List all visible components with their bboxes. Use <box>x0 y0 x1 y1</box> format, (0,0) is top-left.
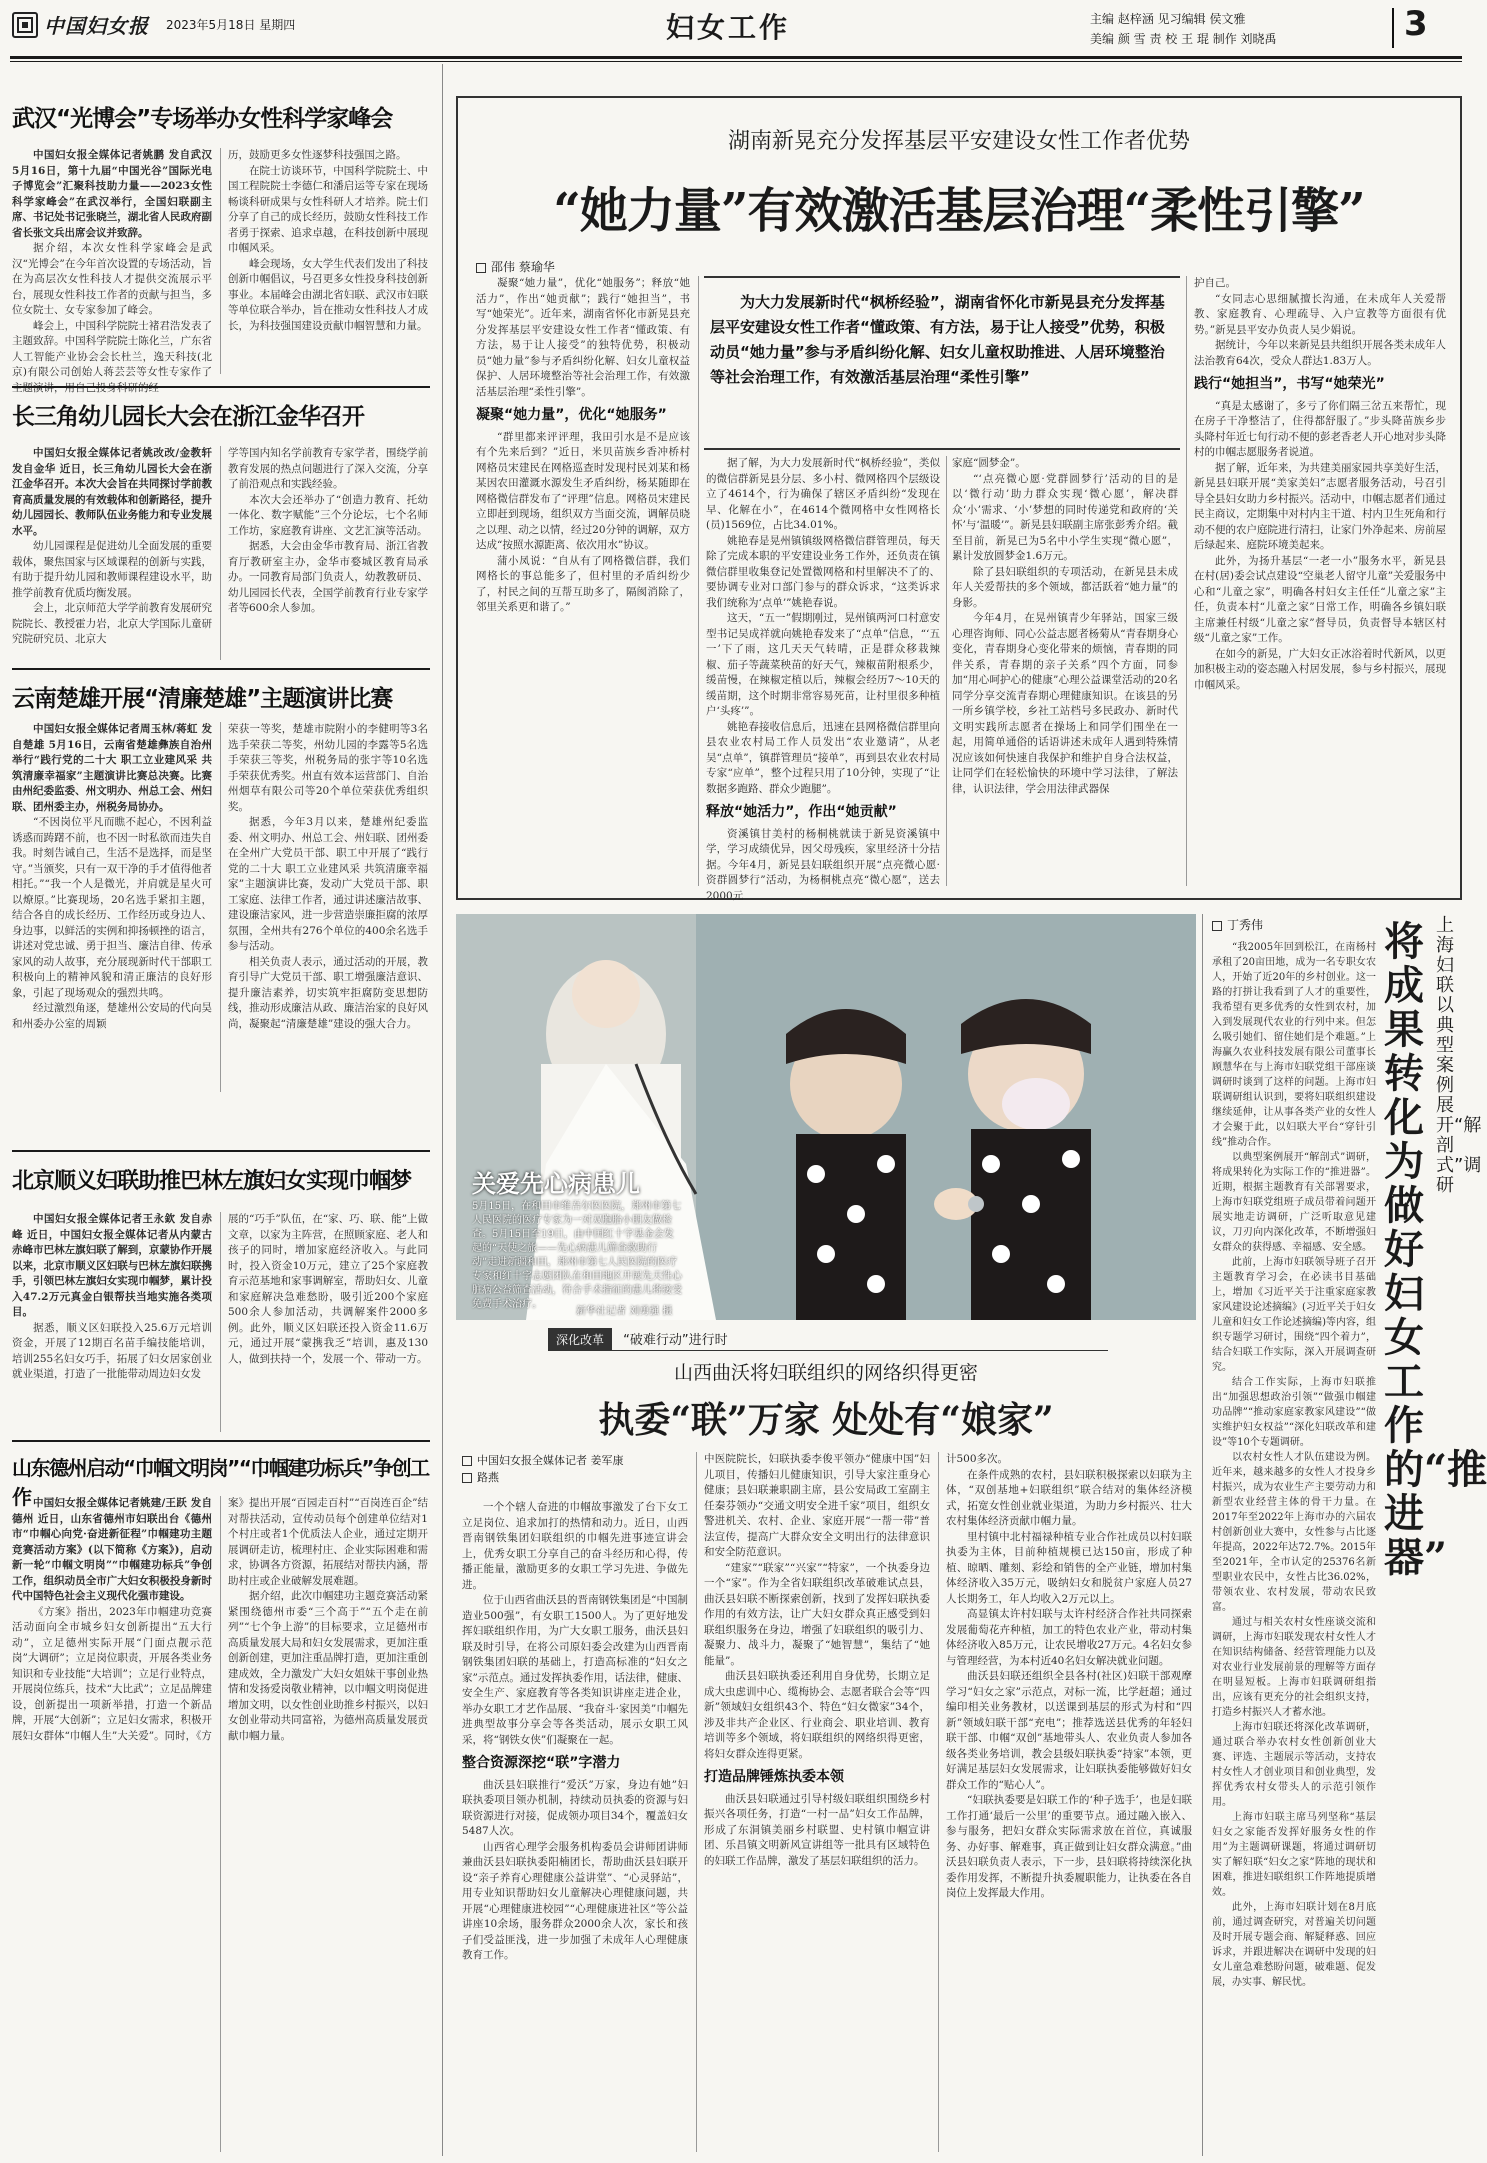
sx-p12: 高显镇太许村妇联与太许村经济合作社共同探索发展葡萄花卉种植，加工的特色农业产业，带动村集体经济收入85万元，让农民增收27万元。4名妇女参与管理经营，为本村近40名妇女解决就业问题。 <box>946 1608 1192 1667</box>
lead-p7: 姚艳春接收信息后，迅速在县网格微信群里向县农业农村局工作人员发出“农业邀请”，从老吴“点单”，镇群管理员“接单”，再到县农业农村局专家“应单”，整个过程只用了10分钟，实现了“让数据多跑路、群众少跑腿”。 <box>706 720 940 795</box>
article-4-p3: 展的“巧手”队伍，在“家、巧、联、能”上做文章，以家为主阵营，在照顾家庭、老人和孩子的同时，增加家庭经济收入。与此同时，投入资金10万元，建立了25个家庭教育示范基地和家事调解室，帮助妇女、儿童和家庭解决急难愁盼，吸引近200个家庭500余人参加活动，共调解案件2000多例。此外，顺义区妇联还投入资金11.6万元，通过开展“蒙携我乏”培训，惠及130人，做到扶持一个，发展一个、带动一方。 <box>228 1213 428 1365</box>
sx-p9: 计500多次。 <box>946 1453 1009 1465</box>
article-2-p1: 中国妇女报全媒体记者姚改改/金教轩 发自金华 近日，长三角幼儿园长大会在浙江金华召开。本次大会旨在共同探讨学前教育高质量发展的有效载体和创新路径，提升幼儿园园长、教师队伍业务能力和专业发展水平。 <box>12 447 212 537</box>
article-3-p6: 相关负责人表示，通过活动的开展，教育引导广大党员干部、职工增强廉洁意识、提升廉洁素养，切实筑牢拒腐防变思想防线，推动形成廉洁从政、廉洁治家的良好风尚，凝聚起“清廉楚雄”建设的强大合力。 <box>228 955 428 1030</box>
article-4-col-1 <box>12 1212 212 1434</box>
lead-p1: 凝聚“她力量”，优化“她服务”；释放“她活力”，作出“她贡献”；践行“她担当”，书写“她荣光”。近年来，湖南省怀化市新晃县充分发挥基层平安建设女性工作者“懂政策、有方法，易于让人接受”的独特优势，积极动员“她力量”参与矛盾纠纷化解、妇女儿童权益保护、人居环境整治等社会治理工作，有效激活基层治理“柔性引擎”。 <box>476 277 690 398</box>
lead-p19: 在如今的新晃，广大妇女正冰浴着时代新风，以更加积极主动的姿态融入村居发展，参与乡村振兴，展现巾帼风采。 <box>1194 647 1446 691</box>
sx-col-1 <box>462 1500 688 2156</box>
byline-square-icon <box>462 1473 472 1483</box>
article-3-col-1 <box>12 722 212 1094</box>
lead-p16: “真是太感谢了，多亏了你们隔三岔五来帮忙，现在房子干净整洁了，住得都舒服了。”步头降苗族乡步头降村年近七旬行动不便的彭老香老人开心地对步头降村的巾帼志愿服务者说道。 <box>1194 399 1446 458</box>
lead-p8: 资溪镇甘美村的杨桐桃就读于新晃资溪镇中学，学习成绩优异，因父母残疾，家里经济十分拮据。今年4月，新晃县妇联组织开展“点亮微心愿·资群圆梦行”活动，为杨桐桃点亮“微心愿”，送去2000元 <box>706 827 940 902</box>
sx-byline: 中国妇女报全媒体记者 姜军康 路燕 <box>462 1452 642 1486</box>
article-2-p3: 会上，北京师范大学学前教育发展研究院院长、教授霍力岩，北京大学国际儿童研究院研究员、北京大 <box>12 602 212 645</box>
article-5-p3: 案》提出开展“百园走百村”“百岗连百企”结对帮扶活动，宣传动员每个创建单位结对1个村庄或者1个优质法人企业，通过定期开展调研走访，梳理村庄、企业实际困难和需求，协调各方资源，拓展结对帮扶内涵，帮助村庄或企业破解发展难题。 <box>228 1497 428 1587</box>
sx-col-2 <box>704 1452 930 2156</box>
article-3-title: 云南楚雄开展“清廉楚雄”主题演讲比赛 <box>12 686 393 712</box>
article-2-col-1 <box>12 446 212 662</box>
lead-headline: “她力量”有效激活基层治理“柔性引擎” <box>553 183 1365 239</box>
sx-tag-text: “破难行动”进行时 <box>623 1333 728 1348</box>
article-1-p1: 中国妇女报全媒体记者姚鹏 发自武汉 5月16日，第十九届“中国光谷”国际光电子博览会”汇聚科技助力量——2023女性科学家峰会”在武汉举行，全国妇联副主席、书记处书记张晓兰，湖北省人民政府副省长张文兵出席会议并致辞。 <box>12 149 212 239</box>
sh-p7: 上海市妇联还将深化改革调研，通过联合举办农村女性创新创业大赛、评选、主题展示等活动，支持农村女性人才创业项目和创业典型，发挥优秀农村女带头人的示范引领作用。 <box>1212 1722 1376 1808</box>
byline-square-icon <box>462 1456 472 1466</box>
article-2-title: 长三角幼儿园长大会在浙江金华召开 <box>12 404 364 430</box>
article-5-p4: 据介绍，此次巾帼建功主题竞赛活动紧紧围绕德州市委“三个高于”“五个走在前列”“七个争上游”的目标要求，立足德州市高质量发展大局和妇女发展需求，更加注重创新创建，更加注重品牌打造，更加注重创建成效，全力激发广大妇女姐妹干事创业热情和发扬爱岗敬业精神，以巾帼文明岗促进增加文明，以女性创业助推乡村振兴，以妇女创业带动共同富裕，为德州高质量发展贡献巾帼力量。 <box>228 1590 428 1742</box>
article-3-p3: 经过激烈角逐，楚雄州公安局的代向昊和州委办公室的周颖 <box>12 1002 212 1030</box>
masthead <box>0 0 1472 58</box>
lead-p3: 蒲小凤说：“自从有了网格微信群，我们网格长的事总能多了，但村里的矛盾纠纷少了，村民之间的互帮互助多了，隔阂消除了，邻里关系更和谐了。” <box>476 554 690 613</box>
article-1-p5: 在院士访谈环节，中国科学院院士、中国工程院院士李德仁和潘启运等专家在现场畅谈科研成果与女性科研人才培养。院士们分享了自己的成长经历，鼓励女性科技工作者勇于探索、追求卓越，在科技创新中展现巾帼风采。 <box>228 164 428 254</box>
article-3-p5: 据悉，今年3月以来，楚雄州纪委监委、州文明办、州总工会、州妇联、团州委在全州广大党员干部、职工中开展了“践行党的二十大 职工立业建风采 共筑清廉幸福家”主题演讲比赛，发动广大党员干部、职工家庭、法律工作者，通过讲述廉洁故事、建设廉洁家风，进一步营造崇廉拒腐的浓厚氛围，全州共有276个单位的400余名选手参与活动。 <box>228 816 428 952</box>
article-5-p2: 《方案》指出，2023年巾帼建功竞赛活动面向全市城乡妇女创新提出“五大行动”，立足德州实际开展“门面点靓示范岗”大调研”；立足岗位职责，开展各类业务知识和专业技能“大培训”；立足行业特点，开展岗位练兵，技术“大比武”；立足品牌建设，创新提出一项新举措，打造一个新品牌，开展“大创新”；立足妇女需求，积极开展妇女群体“巾帼人生”大关爱”。同时，《方 <box>12 1605 212 1742</box>
lead-p14: “女同志心思细腻擅长沟通，在未成年人关爱帮教、家庭教育、心理疏导、入户宣教等方面很有优势。”新晃县平安办负责人吴少娟说。 <box>1194 292 1446 336</box>
lead-subhead-1: 凝聚“她力量”，优化“她服务” <box>476 407 667 423</box>
sh-byline: 丁秀伟 <box>1212 916 1263 933</box>
section-title: 妇女工作 <box>666 11 791 44</box>
lead-p2: “群里都来评评理，我田引水是不是应该有个先来后到？”近日，米贝苗族乡香冲桥村网格员宋建民在网格巡查时发现村民刘某和杨某因农田灌溉水源发生矛盾纠纷，杨某随即在网格微信群发布了“评理”信息。网格员宋建民立即赶到现场，组织双方当面交流，调解员晓之以理、动之以情，经过20分钟的调解，双方达成“按照水源距离、依次用水”协议。 <box>476 430 690 551</box>
lead-p4: 据了解，为大力发展新时代“枫桥经验”，类似的微信群新晃县分层、多小村、微网格四个层级设立了4614个，行为确保了辖区矛盾纠纷“发现在早、化解在小”，在4614个微网格中女性网格长(员)1569位，占比34.01%。 <box>706 457 940 531</box>
lead-p9: 家庭“圆梦金”。 <box>952 457 1026 469</box>
article-5-title: 山东德州启动“巾帼文明岗”“巾帼建功标兵”争创工作 <box>12 1456 429 1509</box>
sx-p4: 山西省心理学会服务机构委员会讲师团讲师兼曲沃县妇联执委阳楠团长，帮助曲沃县妇联开设“亲子养育心理健康公益讲堂”、“心灵驿站”，用专业知识帮助妇女儿童解决心理健康问题，共开展“心理健康进校园”“心理健康进社区”等公益讲座10余场，服务群众2000余人次，家长和孩子们受益匪浅，进一步加强了未成年人心理健康教育工作。 <box>462 1840 688 1961</box>
sx-p3: 曲沃县妇联推行“爱沃”万家，身边有她”妇联执委项目领办机制，持续动员执委的资源与妇联资源进行对接，促成领办项目34个，覆盖妇女5487人次。 <box>462 1778 688 1837</box>
sx-tag-row <box>548 1328 1108 1350</box>
article-1-p3: 峰会上，中国科学院院士褚君浩发表了主题致辞。中国科学院院士陈化兰，广东省人工智能产业协会会长杜兰，逸天科技(北京)有限公司创始人蒋芸芸等女性专家作了 <box>12 319 212 378</box>
sh-p1: “我2005年回到松江，在南杨村承租了20亩田地，成为一名专职女农人，开始了近20年的乡村创业。这一路的打拼让我看到了人才的重要性，我希望有更多优秀的女性到农村，加入到发展现代农业的行列中来。但怎么吸引她们、留住她们是个难题。”上海赢久农业科技发展有限公司董事长顾慧华在与上海市妇联党组干部座谈调研时谈到了这样的问题。上海市妇联调研组认识到，要将妇联组织建设继续延伸，让从事各类产业的女性人才会聚于此，以妇联大平台“穿针引线”推动合作。 <box>1212 942 1376 1148</box>
sx-p2: 位于山西省曲沃县的晋南钢铁集团是“中国制造业500强”，有女职工1500人。为了更好地发挥妇联组织作用，为广大女职工服务，曲沃县妇联及时引导，在将公司原妇委会改建为山西晋南钢铁集团妇联的基础上，打造高标准的“妇女之家”示范点。通过发挥执委作用，话法律，健康、安全生产、家庭教育等各类知识讲座走进企业，举办女职工才艺作品展、“我奋斗·家因美”巾帼先进典型故事分享会等各类活动，展示女职工风采，将“钢铁女侠”们凝聚在一起。 <box>462 1594 688 1746</box>
lead-kicker: 湖南新晃充分发挥基层平安建设女性工作者优势 <box>727 129 1190 154</box>
sx-p5: 中医院院长，妇联执委李俊平领办“健康中国”妇儿项目，传播妇儿健康知识，引导大家注重身心健康；县妇联兼职副主席，县公安局政工室副主任秦芬领办“交通文明安全进千家”项目，组织女警进机关、农村、企业、家庭开展“一帮一带”普法宣传，提高广大群众安全文明出行的法律意识和安全防范意识。 <box>704 1453 930 1558</box>
article-3-p1: 中国妇女报全媒体记者周玉林/蒋虹 发自楚雄 5月16日，云南省楚雄彝族自治州举行“践行党的二十大 职工立业建风采 共筑清廉幸福家”主题演讲比赛总决赛。比赛由州纪委监委、州文明办、州总工会、州妇联、团州委主办，州税务局协办。 <box>12 723 212 813</box>
issue-date: 2023年5月18日 星期四 <box>166 18 296 32</box>
lead-col-3 <box>952 456 1178 888</box>
sh-headline: 将成果转化为做好妇女工作的“推进器” <box>1384 918 1487 1581</box>
article-1-col-1 <box>12 148 212 376</box>
staff-line-1: 主编 赵梓涵 见习编辑 侯文雅 <box>1090 12 1246 26</box>
lead-subhead-2: 释放“她活力”，作出“她贡献” <box>706 804 897 820</box>
sx-p6: “建家”“联家”“兴家”“特家”，一个执委身边一个“家”。作为全省妇联组织改革破难试点县，曲沃县妇联不断探索创新，找到了发挥妇联执委作用的有效方法，让广大妇女群众真正感受到妇联组织服务在身边，增强了妇联组织的吸引力、凝聚力、战斗力，凝聚了“她智慧”，集结了“她能量”。 <box>704 1561 930 1667</box>
sx-p11: 里村镇中北村福禄种植专业合作社成员以村妇联执委为主体，目前种植规模已达150亩，形成了种植、晾晒、雕刻、彩绘和销售的全产业链，增加村集体经济收入35万元，吸纳妇女和脱贫户家庭人员27人长期务工，年人均收入2万元以上。 <box>946 1530 1192 1605</box>
photo-credit: 新华社记者 刘勇强 摄 <box>576 1306 673 1317</box>
lead-p10: “‘点亮微心愿·党群圆梦行’活动的目的是以‘微行动’助力群众实现‘微心愿’，解决群众‘小’需求、‘小’梦想的同时传递党和政府的‘关怀’与‘温暖’”。新晃县妇联副主席张彭秀介绍。截至目前，新晃已为5名中小学生实现“微心愿”，累计发放圆梦金1.6万元。 <box>952 472 1178 562</box>
article-5-col-2 <box>228 1496 428 2156</box>
page-number: 3 <box>1404 4 1428 44</box>
article-4-col-2 <box>228 1212 428 1434</box>
sh-p6: 通过与相关农村女性座谈交流和调研，上海市妇联发现农村女性人才在知识结构储备、经营管理能力以及对农业行业发展前景的理解等方面存在明显短板。上海市妇联调研组指出，应该有更充分的社会组织支持，打造乡村振兴人才蓄水池。 <box>1212 1617 1376 1718</box>
lead-col-4 <box>1194 276 1446 888</box>
article-5-p1: 中国妇女报全媒体记者姚建/王跃 发自德州 近日，山东省德州市妇联出台《德州市“巾帼心向党·奋进新征程”巾帼建功主题竞赛活动方案》(以下简称《方案》)，启动新一轮“巾帼文明岗”“巾帼建功标兵”争创工作，组织动员全市广大妇女积极投身新时代中国特色社会主义现代化强市建设。 <box>12 1497 212 1602</box>
article-4-p2: 据悉，顺义区妇联投入25.6万元培训资金，开展了12期百名苗手编技能培训，培训255名妇女巧手，拓展了妇女居家创业就业渠道，打造了一批能带动周边妇女发 <box>12 1321 212 1380</box>
sx-subhead-1: 整合资源深挖“联”字潜力 <box>462 1755 621 1771</box>
article-5-col-1 <box>12 1496 212 2156</box>
lead-p5: 姚艳春是晃州镇镇级网格微信群管理员，每天除了完成本职的平安建设业务工作外，还负责在镇微信群里收集登记处置微网格和村里解决不了的、要协调专业对口部门参与的群众诉求，“这类诉求我们统称为‘点单’”姚艳春说。 <box>706 534 940 609</box>
article-4-title: 北京顺义妇联助推巴林左旗妇女实现巾帼梦 <box>12 1169 412 1194</box>
article-3-col-2 <box>228 722 428 1094</box>
sh-p3: 此前，上海市妇联领导班子召开主题教育学习会，在必读书目基础上，增加《习近平关于注重家庭家教家风建设论述摘编》(习近平关于妇女儿童和妇女工作论述摘编)等内容，组织专题学习研讨，围绕“四个着力”，结合妇联工作实际，深入开展调查研究。 <box>1212 1257 1376 1373</box>
sx-kicker: 山西曲沃将妇联组织的网络织得更密 <box>673 1362 978 1384</box>
sx-tag: 深化改革 <box>548 1328 612 1351</box>
article-4-p1: 中国妇女报全媒体记者王永欽 发自赤峰 近日，中国妇女报全媒体记者从内蒙古赤峰市巴林左旗妇联了解到，京蒙协作开展以来，北京市顺义区妇联与巴林左旗妇联携手，引领巴林左旗妇女实现巾帼梦，累计投入47.2万元真金白银帮扶当地实施各类项目。 <box>12 1213 212 1318</box>
article-1-title: 武汉“光博会”专场举办女性科学家峰会 <box>12 106 393 132</box>
sh-p5: 以农村女性人才队伍建设为例。近年来，越来越多的女性人才投身乡村振兴，成为农业生产主要劳动力和新型农业经营主体的骨干力量。在2017年至2022年上海市办的六届农村创新创业大赛中，女性参与占比逐年提高，2022年达72.7%。2015年至2021年，全市认定的25376名新型职业农民中，女性占比36.02%，带领农业、农村发展，带动农民致富。 <box>1212 1452 1376 1613</box>
lead-deck-box <box>704 276 1180 450</box>
news-photo <box>456 914 1196 1320</box>
article-3-p4: 荣获一等奖，楚雄市院附小的李健明等3名选手荣获二等奖，州幼儿园的李露等5名选手荣获三等奖，州税务局的张宇等10名选手荣获优秀奖。州直有效本运营部门、自治州烟草有限公司等20个单位荣获优秀组织奖。 <box>228 723 428 813</box>
article-2-p6: 据悉，大会由金华市教育局、浙江省教育厅教研室主办，金华市婺城区教育局承办。一同教育局部门负责人，幼教教研员、幼儿园园长代表，全国学前教育行业专家学者等600余人参加。 <box>228 540 428 614</box>
article-2-p5: 本次大会还举办了“创造力教育、托幼一体化、数字赋能”三个分论坛，七个名师工作坊，家庭教育讲座、文艺汇演等活动。 <box>228 493 428 537</box>
sh-p8: 上海市妇联主席马列坚称“基层妇女之家能否发挥好服务女性的作用”为主题调研课题，将通过调研切实了解妇联“妇女之家”阵地的现状和困难，推进妇联组织工作阵地提质增效。 <box>1212 1812 1376 1898</box>
sh-p9: 此外，上海市妇联计划在8月底前，通过调查研究，对普遍关切问题及时开展专题会商、解疑释惑、回应诉求，并跟进解决在调研中发现的妇女儿童急难愁盼问题，破难题、促发展，办实事、解民忧。 <box>1212 1902 1376 1988</box>
sx-p14: “妇联执委要是妇联工作的‘种子选手’，也是妇联工作打通‘最后一公里’的重要节点。通过融入嵌入、参与服务，把妇女群众实际需求放在首位，真诚服务、办好事、解难事，真正做到让妇女群众满意。”曲沃县妇联负责人表示，下一步，县妇联将持续深化执委作用发挥，不断提升执委履职能力，让执委在各自岗位上发挥最大作用。 <box>946 1794 1192 1899</box>
paper-logo <box>12 12 38 38</box>
lead-col-2 <box>706 456 940 902</box>
lead-p11: 除了县妇联组织的专项活动，在新晃县未成年人关爱帮扶的多个领域，都活跃着“她力量”的身影。 <box>952 565 1178 609</box>
lead-deck: 为大力发展新时代“枫桥经验”，湖南省怀化市新晃县充分发挥基层平安建设女性工作者“懂政策、有方法，易于让人接受”优势，积极动员“她力量”参与矛盾纠纷化解、妇女儿童权助推进、人居环境整治等社会治理工作，有效激活基层治理“柔性引擎” <box>710 293 1165 386</box>
lead-p18: 此外，为扬升基层“一老一小”服务水平，新晃县在村(居)委会试点建设“空巢老人留守儿童”关爱服务中心和“儿童之家”，明确各村妇女主任任“儿童之家”主任，负责本村“儿童之家”日常工作，明确各乡镇妇联主席兼任村级“儿童之家”督导员，负责督导本辖区村级“儿童之家”工作。 <box>1194 554 1446 644</box>
sx-headline: 执委“联”万家 处处有“娘家” <box>598 1399 1054 1441</box>
lead-p17: 据了解，近年来，为共建美丽家园共享美好生活，新晃县妇联开展“美家美妇”志愿者服务活动，号召引导全县妇女助力乡村振兴。活动中，巾帼志愿者们通过民主商议，定期集中对村内主干道、村内卫生死角和行动不便的农户庭院进行清扫，让家门外净起来、房前屋后绿起来、庭院环境美起来。 <box>1194 461 1446 551</box>
sh-p2: 以典型案例展开“解剖式”调研，将成果转化为实际工作的“推进器”。近期，根据主题教育有关部署要求，上海市妇联党组班子成员带着问题开展实地走访调研，广泛听取意见建议，刀刃向内深化改革，不断增强妇女群众的获得感、幸福感、安全感。 <box>1212 1152 1376 1253</box>
paper-name: 中国妇女报 <box>44 14 149 38</box>
sx-subhead-2: 打造品牌锤炼执委本领 <box>704 1769 844 1785</box>
sx-p7: 曲沃县妇联执委还利用自身优势，长期立足成大虫虑训中心、缆梅协会、志愿者联合会等“四新”领域妇女组织43个、特色“妇女微家”34个，涉及非共产企业区、行业商会、职业培训、教育培训等多个领域，将妇联组织的网络织得更密，将妇女群众连得更紧。 <box>704 1670 930 1760</box>
sx-p8: 曲沃县妇联通过引导村级妇联组织围绕乡村振兴各项任务，打造“一村一品”妇女工作品牌，形成了东洞镇美丽乡村联盟、史村镇巾帼宣讲团、乐昌镇文明新风宣讲组等一批具有区域特色的妇联工作品牌，激发了基层妇联组织的活力。 <box>704 1792 930 1867</box>
sh-kicker: 上海妇联以典型案例展开“解剖式”调研 <box>1436 915 1482 1196</box>
logo-mark-icon <box>14 14 36 36</box>
lead-p6: 这天，“五一”假期刚过，晃州镇两河口村意安型书记吴成祥就向姚艳春发来了“点单”信息，“‘五一’下了雨，这几天天气转晴，正是群众移栽辣椒、茄子等蔬菜秧苗的好天气，辣椒苗附根系少，缓苗慢，在辣椒定植以后，辣椒会经历7～10天的缓苗期，这个时期非常容易死苗，让村里很多种植户‘头疼’”。 <box>706 612 940 717</box>
photo-title: 关爱先心病患儿 <box>472 1170 640 1198</box>
lead-p13: 护自己。 <box>1194 277 1236 289</box>
sx-p13: 曲沃县妇联还组织全县各村(社区)妇联干部观摩学习“妇女之家”示范点，对标一流，比学赶超；通过编印相关业务教材，以送课到基层的形式为村和“四新”领域妇联干部“充电”；推荐选送县优秀的年轻妇联干部、巾帼“双创”基地带头人、农业负责人参加各级各类业务培训，教会县级妇联执委“持家”本领，更好满足基层妇女发展需求，让妇联执委能够做好妇女群众工作的“贴心人”。 <box>946 1670 1192 1791</box>
lead-p15: 据统计，今年以来新晃县共组织开展各类未成年人法治教育64次，受众人群达1.83万人。 <box>1194 339 1446 367</box>
article-1-p4: 历，鼓励更多女性逐梦科技强国之路。 <box>228 149 407 161</box>
byline-square-icon <box>1212 921 1222 931</box>
article-2-p4: 学等国内知名学前教育专家学者，围绕学前教育发展的热点问题进行了深入交流，分享了前沿观点和实践经验。 <box>228 447 428 490</box>
article-2-col-2 <box>228 446 428 662</box>
photo-caption: 5月15日，在和田市维吾尔医医院，郑州市第七人民医院的医疗专家为一对双胞胎小朋友做检查。5月15日至19日，由中国红十字基金会发起的“天使之旅——先心病患儿筛查救助行动”走进新疆和田，郑州市第七人民医院的医疗专家和红十字志愿团队在和田地区开展先天性心脏病公益筛查活动，符合手术指征的患儿将接受免费手术治疗。 <box>472 1201 682 1310</box>
staff-line-2: 美编 颜 雪 责 校 王 琨 制作 刘晓禹 <box>1090 32 1277 46</box>
lead-byline: 邵伟 蔡瑜华 <box>476 258 555 275</box>
sx-p10: 在条件成熟的农村，县妇联积极探索以妇联为主体，“双创基地+妇联组织”联合结对的集体经济模式，拓宽女性创业就业渠道，为助力乡村振兴、壮大农村集体经济贡献巾帼力量。 <box>946 1468 1192 1527</box>
byline-square-icon <box>476 263 486 273</box>
article-1-p6: 峰会现场，女大学生代表们发出了科技创新巾帼倡议，号召更多女性投身科技创新事业。本届峰会由湖北省妇联、武汉市妇联等单位联合举办，旨在推动女性科技人才成长，为科技强国建设贡献巾帼智慧和力量。 <box>228 257 428 332</box>
article-3-p2: “不因岗位平凡而瞧不起心，不因利益诱惑而踌躇不前，也不因一时私欲而违失自我。时刻告诫自己，生活不是选择，而是坚守。”当颁奖，只有一双干净的手才值得他者相托。”“我一个人是微光，并肩就是星火可以燎原。”比赛现场，20名选手紧扣主题，结合各自的成长经历、工作经历或身边人、身边事，以鲜活的实例和抑扬顿挫的语言，讲述对党忠诚、勇于担当、廉洁自律、传承家风的动人故事，充分展现新时代干部职工积极向上的精神风貌和清正廉洁的良好形象，引起了现场观众的强烈共鸣。 <box>12 816 212 999</box>
lead-col-1 <box>476 276 690 888</box>
article-1-col-2 <box>228 148 428 376</box>
lead-p12: 今年4月，在晃州镇青少年驿站，国家三级心理咨询师、同心公益志愿者杨菊从“青春期身心变化，青春期身心变化带来的烦恼，青春期的同伴关系，青春期的亲子关系”四个方面，同参加“用心呵护心的健康”心理公益课堂活动的20名同学分享交流青春期心理健康知识。在该县的另一所乡镇学校，乡社工站档号多民政办、新时代文明实践所志愿者在操场上和同学们围坐在一起，用简单通俗的话语讲述未成年人遇到特殊情况应该如何快速自我保护和维护自身合法权益，让同学们在轻松愉快的环境中学习法律，了解法律，认识法律，学会用法律武器保 <box>952 612 1178 795</box>
sx-p1: 一个个辖人奋进的巾帼故事激发了台下女工立足岗位、追求加打的热情和动力。近日，山西晋南钢铁集团妇联组织的巾帼先进事迹宣讲会上，优秀女职工分享自己的奋斗经历和心得，传播正能量，激励更多的女职工学习先进、争做先进。 <box>462 1501 688 1591</box>
sh-p4: 结合工作实际，上海市妇联推出“加强思想政治引领”“做强巾帼建功品牌”“推动家庭家教家风建设”“做实维护妇女权益”“深化妇联改革和建设”等10个专题调研。 <box>1212 1377 1376 1448</box>
article-2-p2: 幼儿园课程是促进幼儿全面发展的重要载体，聚焦国家与区域课程的创新与实践，有助于提升幼儿园和教师课程建设水平，助推学前教育优质均衡发展。 <box>12 540 212 599</box>
article-1-p2: 据介绍，本次女性科学家峰会是武汉“光博会”在今年首次设置的专场活动，旨在为高层次女性科技人才提供交流展示平台，展现女性科技工作者的贡献与担当，多位女院士、女专家参加了峰会。 <box>12 242 212 316</box>
sx-col-3 <box>946 1452 1192 2156</box>
sh-upper-col <box>1212 940 1376 2156</box>
lead-subhead-3: 践行“她担当”，书写“她荣光” <box>1194 376 1385 392</box>
